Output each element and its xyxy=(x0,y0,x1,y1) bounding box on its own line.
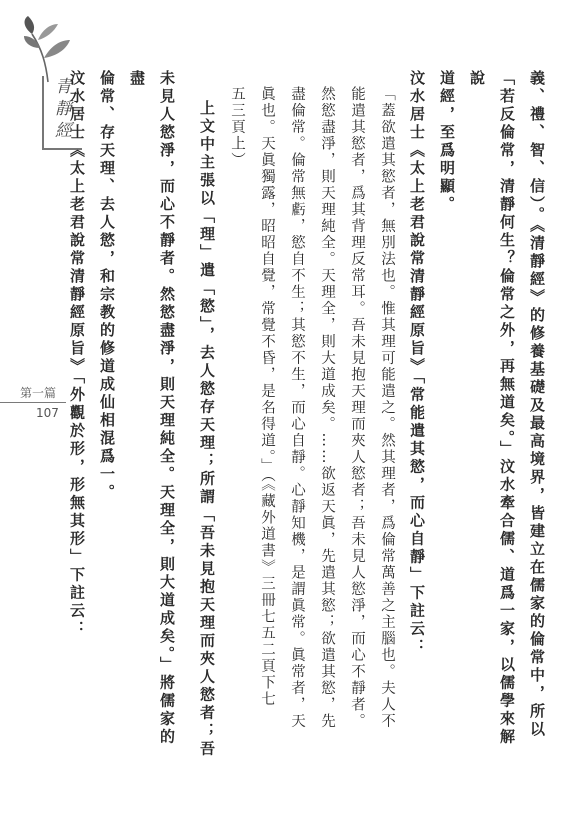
quote-column: 五三頁上） xyxy=(229,86,245,169)
quote-column: 眞也。天眞獨露，昭昭自覺，常覺不昏，是名得道。」（《藏外道書》三冊七五二頁下七 xyxy=(259,86,275,708)
quote-column: 盡倫常。倫常無虧，慾自不生；其慾不生，而心自靜。心靜知機，是謂眞常。眞常者，天 xyxy=(289,86,305,730)
text-column: 未見人慾淨，而心不靜者。然慾盡淨，則天理純全。天理全，則大道成矣。」將儒家的盡 xyxy=(128,70,176,747)
divider xyxy=(0,402,66,403)
page-number: 107 xyxy=(36,406,59,420)
page-marker xyxy=(0,386,66,420)
logo-text: 青 靜 經 xyxy=(42,76,82,150)
quote-column: 「蓋欲遣其慾者，無別法也。惟其理可能遣之。然其理者，爲倫常萬善之主腦也。夫人不 xyxy=(379,86,395,730)
text-column: 「若反倫常，清靜何生？倫常之外，再無道矣。」汶水牽合儒、道爲一家，以儒學來解說 xyxy=(468,70,516,747)
quote-column: 然慾盡淨，則天理純全。天理全，則大道成矣。……欲返天眞，先遣其慾；欲遣其慾，先 xyxy=(319,86,335,730)
text-column: 上文中主張以「理」遣「慾」，去人慾存天理；所謂「吾未見抱天理而夾人慾者；吾 xyxy=(198,100,216,759)
text-column: 汶水居士《太上老君說常清靜經原旨》「外觀於形，形無其形」下註云： xyxy=(68,70,86,639)
body-text xyxy=(68,70,552,760)
text-column: 道經，至爲明顯。 xyxy=(438,70,456,214)
text-column: 汶水居士《太上老君說常清靜經原旨》「常能遣其慾，而心自靜」下註云： xyxy=(408,70,426,657)
section-label: 第一篇 xyxy=(20,386,57,400)
quote-column: 能遣其慾者，爲其背理反常耳。吾未見抱天理而夾人慾者；吾未見人慾淨，而心不靜者。 xyxy=(349,86,365,730)
text-column: 義、禮、智、信）。《清靜經》的修養基礎及最高境界，皆建立在儒家的倫常中，所以 xyxy=(528,70,546,739)
text-column: 倫常、存天理、去人慾，和宗教的修道成仙相混爲一。 xyxy=(98,70,116,502)
